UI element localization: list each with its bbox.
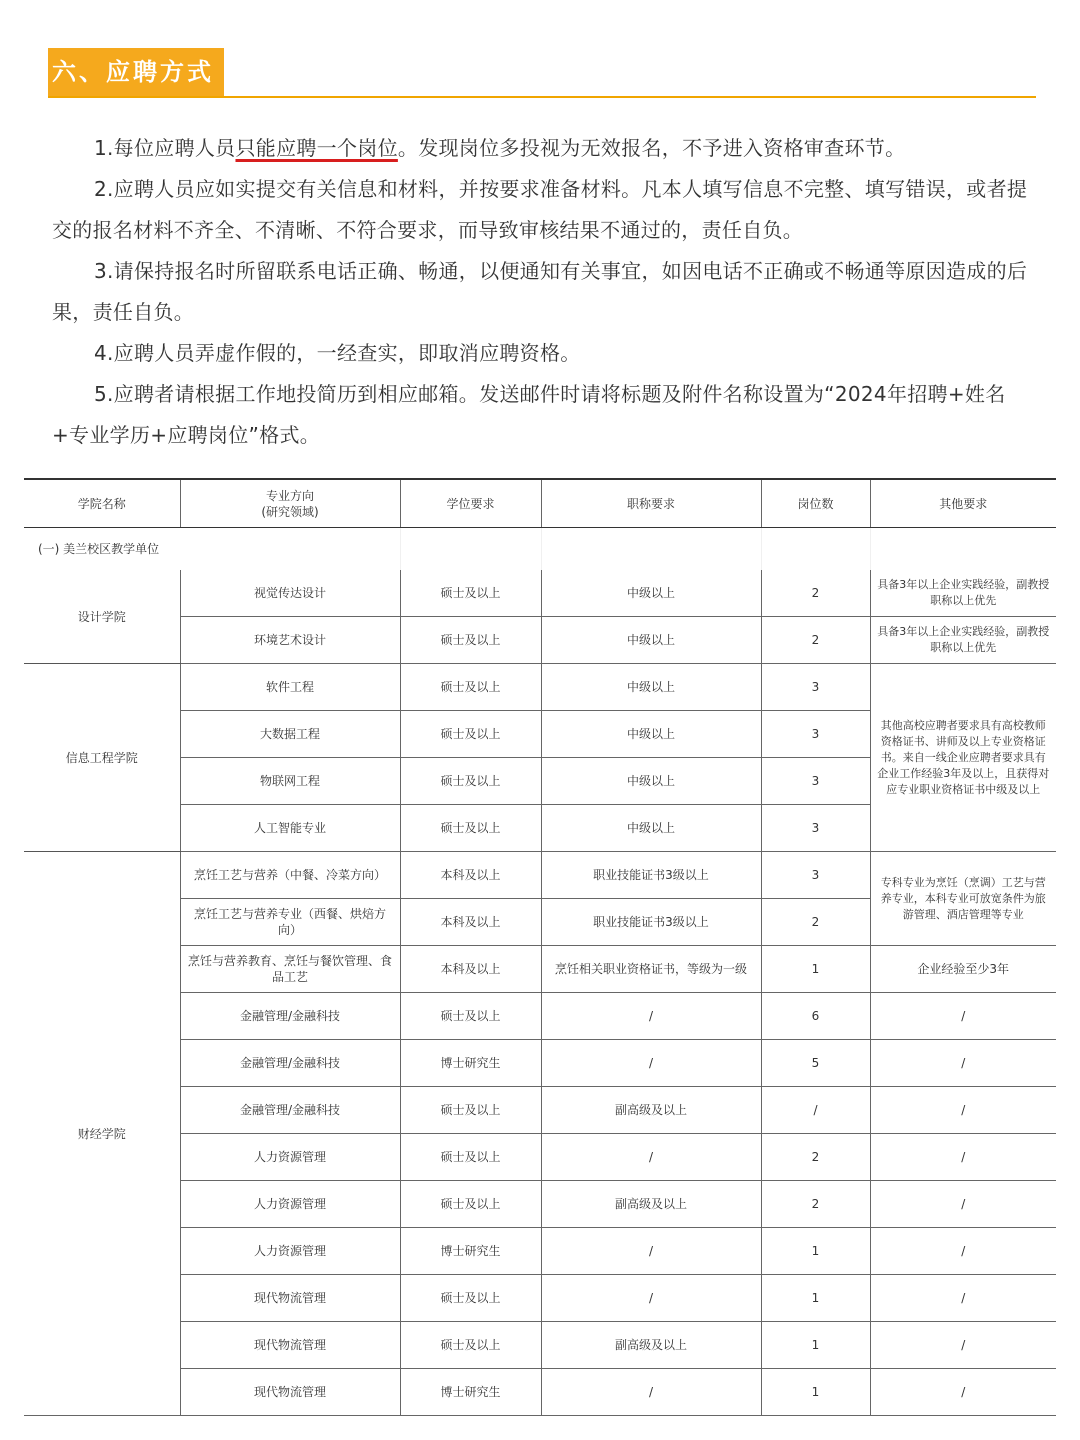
rule-1-highlight: 只能应聘一个岗位 xyxy=(235,136,398,160)
cell-title: 职业技能证书3级以上 xyxy=(541,899,761,946)
cell-title: 中级以上 xyxy=(541,570,761,617)
cell-title: 中级以上 xyxy=(541,758,761,805)
cell-other: / xyxy=(870,1134,1056,1181)
cell-degree: 本科及以上 xyxy=(400,946,541,993)
cell-title: 中级以上 xyxy=(541,617,761,664)
cell-count: 3 xyxy=(761,805,870,852)
positions-table xyxy=(24,478,1056,1416)
cell-major: 人工智能专业 xyxy=(180,805,400,852)
rule-3: 3.请保持报名时所留联系电话正确、畅通，以便通知有关事宜，如因电话不正确或不畅通等原因造成的后果，责任自负。 xyxy=(52,259,1028,324)
cell-other: / xyxy=(870,1181,1056,1228)
cell-other: / xyxy=(870,1322,1056,1369)
cell-degree: 硕士及以上 xyxy=(400,1322,541,1369)
cell-other: / xyxy=(870,1275,1056,1322)
cell-degree: 硕士及以上 xyxy=(400,711,541,758)
cell-count: 3 xyxy=(761,758,870,805)
cell-count: 2 xyxy=(761,899,870,946)
cell-count: / xyxy=(761,1087,870,1134)
cell-count: 6 xyxy=(761,993,870,1040)
college-info: 信息工程学院 xyxy=(24,664,180,852)
cell-major: 现代物流管理 xyxy=(180,1322,400,1369)
cell-degree: 博士研究生 xyxy=(400,1228,541,1275)
cell-title: / xyxy=(541,1134,761,1181)
cell-count: 3 xyxy=(761,664,870,711)
cell-title: 中级以上 xyxy=(541,711,761,758)
cell-count: 1 xyxy=(761,1275,870,1322)
header-college: 学院名称 xyxy=(24,479,180,528)
cell-title: 副高级及以上 xyxy=(541,1181,761,1228)
cell-major: 人力资源管理 xyxy=(180,1181,400,1228)
cell-other: 具备3年以上企业实践经验，副教授职称以上优先 xyxy=(870,570,1056,617)
cell-count: 1 xyxy=(761,946,870,993)
cell-degree: 博士研究生 xyxy=(400,1040,541,1087)
college-design: 设计学院 xyxy=(24,570,180,664)
cell-other-cooking: 专科专业为烹饪（烹调）工艺与营养专业，本科专业可放宽条件为旅游管理、酒店管理等专业 xyxy=(870,852,1056,946)
table-caption-row xyxy=(24,528,1056,571)
cell-degree: 硕士及以上 xyxy=(400,570,541,617)
header-title: 职称要求 xyxy=(541,479,761,528)
cell-title: 中级以上 xyxy=(541,805,761,852)
cell-major: 环境艺术设计 xyxy=(180,617,400,664)
cell-degree: 本科及以上 xyxy=(400,852,541,899)
cell-title: / xyxy=(541,1275,761,1322)
cell-count: 2 xyxy=(761,1181,870,1228)
table-caption: (一) 美兰校区教学单位 xyxy=(24,528,400,571)
cell-title: 烹饪相关职业资格证书，等级为一级 xyxy=(541,946,761,993)
cell-count: 2 xyxy=(761,1134,870,1181)
cell-degree: 硕士及以上 xyxy=(400,664,541,711)
cell-other: / xyxy=(870,1087,1056,1134)
cell-degree: 硕士及以上 xyxy=(400,805,541,852)
table-row xyxy=(24,570,1056,617)
cell-other: / xyxy=(870,1040,1056,1087)
cell-degree: 硕士及以上 xyxy=(400,1087,541,1134)
table-row xyxy=(24,664,1056,711)
rule-1-text-end: 。发现岗位多投视为无效报名，不予进入资格审查环节。 xyxy=(397,136,906,160)
cell-count: 1 xyxy=(761,1322,870,1369)
header-major xyxy=(180,479,400,528)
header-degree: 学位要求 xyxy=(400,479,541,528)
cell-count: 5 xyxy=(761,1040,870,1087)
cell-count: 1 xyxy=(761,1228,870,1275)
cell-title: 副高级及以上 xyxy=(541,1087,761,1134)
cell-title: / xyxy=(541,1040,761,1087)
cell-major: 大数据工程 xyxy=(180,711,400,758)
cell-major: 现代物流管理 xyxy=(180,1369,400,1416)
cell-major: 物联网工程 xyxy=(180,758,400,805)
cell-major: 人力资源管理 xyxy=(180,1228,400,1275)
cell-degree: 本科及以上 xyxy=(400,899,541,946)
cell-degree: 硕士及以上 xyxy=(400,993,541,1040)
cell-major: 烹饪与营养教育、烹饪与餐饮管理、食品工艺 xyxy=(180,946,400,993)
cell-degree: 硕士及以上 xyxy=(400,617,541,664)
cell-title: 职业技能证书3级以上 xyxy=(541,852,761,899)
cell-title: 中级以上 xyxy=(541,664,761,711)
cell-title: 副高级及以上 xyxy=(541,1322,761,1369)
positions-table-wrap xyxy=(24,478,1056,1416)
cell-major: 人力资源管理 xyxy=(180,1134,400,1181)
cell-title: / xyxy=(541,1228,761,1275)
cell-other: 具备3年以上企业实践经验，副教授职称以上优先 xyxy=(870,617,1056,664)
application-rules xyxy=(52,128,1036,456)
header-other: 其他要求 xyxy=(870,479,1056,528)
header-count: 岗位数 xyxy=(761,479,870,528)
table-header-row xyxy=(24,479,1056,528)
cell-major: 烹饪工艺与营养（中餐、冷菜方向） xyxy=(180,852,400,899)
cell-other-info: 其他高校应聘者要求具有高校教师资格证书、讲师及以上专业资格证书。来自一线企业应聘者要求具有企业工作经验3年及以上，且获得对应专业职业资格证书中级及以上 xyxy=(870,664,1056,852)
section-header xyxy=(48,48,1036,98)
cell-count: 3 xyxy=(761,852,870,899)
rule-1 xyxy=(52,128,1036,169)
cell-other: 企业经验至少3年 xyxy=(870,946,1056,993)
cell-other: / xyxy=(870,1228,1056,1275)
cell-degree: 硕士及以上 xyxy=(400,758,541,805)
cell-count: 1 xyxy=(761,1369,870,1416)
cell-degree: 硕士及以上 xyxy=(400,1181,541,1228)
cell-other: / xyxy=(870,1369,1056,1416)
cell-count: 2 xyxy=(761,570,870,617)
college-finance: 财经学院 xyxy=(24,852,180,1416)
table-row xyxy=(24,852,1056,899)
rule-1-text: 1.每位应聘人员 xyxy=(94,136,236,160)
header-major-line1: 专业方向 xyxy=(265,488,314,503)
rule-2: 2.应聘人员应如实提交有关信息和材料，并按要求准备材料。凡本人填写信息不完整、填写错误，或者提交的报名材料不齐全、不清晰、不符合要求，而导致审核结果不通过的，责任自负。 xyxy=(52,177,1028,242)
cell-title: / xyxy=(541,993,761,1040)
cell-degree: 博士研究生 xyxy=(400,1369,541,1416)
section-title: 六、应聘方式 xyxy=(48,48,224,96)
cell-major: 视觉传达设计 xyxy=(180,570,400,617)
cell-major: 金融管理/金融科技 xyxy=(180,1087,400,1134)
cell-major: 烹饪工艺与营养专业（西餐、烘焙方向） xyxy=(180,899,400,946)
cell-degree: 硕士及以上 xyxy=(400,1134,541,1181)
cell-count: 3 xyxy=(761,711,870,758)
cell-major: 现代物流管理 xyxy=(180,1275,400,1322)
cell-major: 金融管理/金融科技 xyxy=(180,993,400,1040)
cell-count: 2 xyxy=(761,617,870,664)
rule-4: 4.应聘人员弄虚作假的，一经查实，即取消应聘资格。 xyxy=(94,341,581,365)
rule-5: 5.应聘者请根据工作地投简历到相应邮箱。发送邮件时请将标题及附件名称设置为“2024年招聘+姓名+专业学历+应聘岗位”格式。 xyxy=(52,382,1006,447)
cell-major: 软件工程 xyxy=(180,664,400,711)
cell-other: / xyxy=(870,993,1056,1040)
cell-title: / xyxy=(541,1369,761,1416)
cell-major: 金融管理/金融科技 xyxy=(180,1040,400,1087)
header-major-line2: (研究领域) xyxy=(261,504,319,519)
cell-degree: 硕士及以上 xyxy=(400,1275,541,1322)
